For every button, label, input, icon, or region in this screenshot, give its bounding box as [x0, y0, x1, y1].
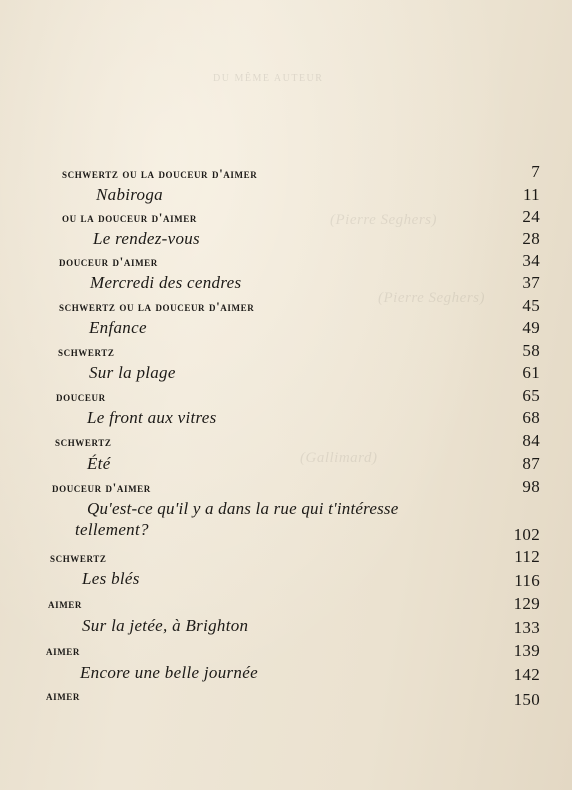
page-number: 150: [513, 690, 540, 709]
section-heading: douceur d'aimer: [52, 480, 151, 495]
page-number: 84: [522, 431, 540, 450]
story-title: tellement?: [75, 520, 149, 539]
story-title: Encore une belle journée: [80, 663, 258, 682]
page-number: 102: [513, 525, 540, 544]
page-number: 139: [513, 641, 540, 660]
story-title: Le rendez-vous: [93, 229, 200, 248]
page-number: 24: [522, 207, 540, 226]
page-number: 7: [531, 162, 540, 181]
show-through-line: (Pierre Seghers): [378, 290, 485, 306]
show-through-line: (Pierre Seghers): [330, 212, 437, 228]
story-title: Été: [87, 454, 111, 473]
page-number: 129: [513, 594, 540, 613]
page-number: 87: [522, 454, 540, 473]
story-title: Le front aux vitres: [87, 408, 217, 427]
story-title: Les blés: [82, 569, 140, 588]
story-title: Sur la jetée, à Brighton: [82, 616, 249, 635]
page-number: 58: [522, 341, 540, 360]
page-number: 142: [513, 665, 540, 684]
page-number: 34: [522, 251, 540, 270]
page-number: 61: [522, 363, 540, 382]
story-title: Enfance: [89, 318, 147, 337]
story-title: Mercredi des cendres: [90, 273, 242, 292]
page-number: 49: [522, 318, 540, 337]
show-through-heading: DU MÊME AUTEUR: [213, 73, 324, 84]
section-heading: douceur: [56, 389, 106, 404]
section-heading: schwertz: [58, 344, 115, 359]
story-title: Qu'est-ce qu'il y a dans la rue qui t'intéresse: [87, 499, 399, 518]
page-number: 37: [522, 273, 540, 292]
section-heading: aimer: [48, 596, 82, 611]
page-number: 45: [522, 296, 540, 315]
section-heading: douceur d'aimer: [59, 254, 158, 269]
page-number: 68: [522, 408, 540, 427]
section-heading: schwertz: [50, 550, 107, 565]
section-heading: aimer: [46, 688, 80, 703]
page-number: 112: [514, 547, 540, 566]
story-title: Sur la plage: [89, 363, 176, 382]
page-number: 98: [522, 477, 540, 496]
section-heading: schwertz: [55, 434, 112, 449]
page-number: 28: [522, 229, 540, 248]
page-number: 116: [514, 571, 540, 590]
section-heading: schwertz ou la douceur d'aimer: [62, 166, 258, 181]
page-number: 65: [522, 386, 540, 405]
show-through-line: (Gallimard): [300, 450, 378, 466]
page-number: 133: [513, 618, 540, 637]
page-number: 11: [523, 185, 540, 204]
section-heading: aimer: [46, 643, 80, 658]
section-heading: ou la douceur d'aimer: [62, 210, 197, 225]
section-heading: schwertz ou la douceur d'aimer: [59, 299, 255, 314]
story-title: Nabiroga: [96, 185, 163, 204]
